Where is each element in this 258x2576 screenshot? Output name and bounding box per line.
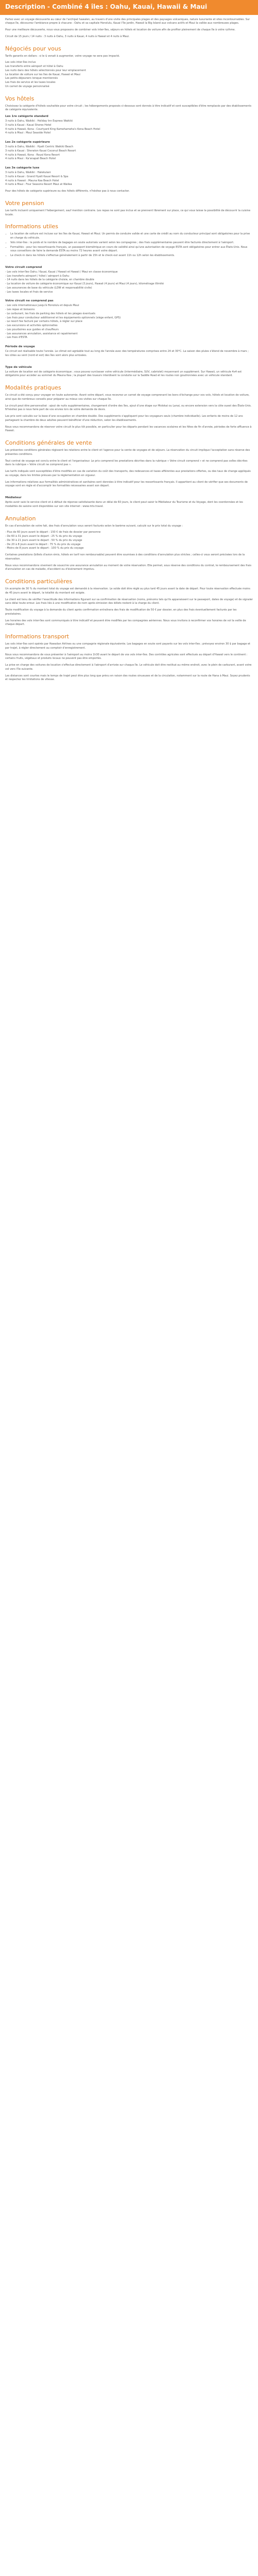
paragraph: Le client est tenu de vérifier l'exactitude des informations figurant sur sa confirmation de réservation (noms, prénoms tels qu'ils apparaissent sur le passeport, dates de voyage) et de signaler sans délai toute erreur. Les frais liés à une modification de nom après émission des billets restent à la charge du client. [5, 598, 253, 605]
text-line: Les transferts entre aéroport et hôtel à Oahu [5, 65, 63, 69]
section-heading: Conditions générales de vente [5, 439, 92, 447]
text-line: - De 30 à 21 jours avant le départ : 50 % du prix du voyage [5, 538, 83, 542]
paragraph: Ce circuit a été conçu pour voyager en toute autonomie. Avant votre départ, vous recevrez un carnet de voyage comprenant les bons d'échange pour vos vols, hôtels et location de voiture, ainsi que de nombreux conseils pour préparer au mieux vos visites sur chaque île. [5, 394, 250, 401]
text-line: 3 nuits à Oahu, Waikiki : Holiday Inn Express Waikiki [5, 120, 73, 123]
subheading: Médiateur [5, 496, 22, 500]
section-heading: Conditions particulières [5, 578, 73, 585]
list-item: • Vols inter-îles : le poids et le nombre de bagages en soute autorisés varient selon les compagnies ; des frais supplémentaires peuvent être facturés directement à l'aéroport. [10, 241, 253, 245]
text-line: 3 nuits à Kauai : Kauai Shores Hotel [5, 123, 52, 127]
text-line: 4 nuits à Maui : Four Seasons Resort Maui at Wailea [5, 183, 72, 187]
text-line: 3 nuits à Kauai : Grand Hyatt Kauai Resort & Spa [5, 175, 69, 178]
text-line: Les frais de service et les taxes locales [5, 81, 56, 84]
paragraph: Tarifs garantis en dollars : si le $ venait à augmenter, votre voyage ne sera pas impacté. [5, 54, 120, 58]
spacer [5, 161, 253, 164]
text-line: - Les assurances de base du véhicule (LDW et responsabilité civile) [5, 286, 92, 290]
list-item: • Formalités : pour les ressortissants français, un passeport biométrique en cours de validité ainsi qu'une autorisation de voyage ESTA sont obligatoires pour entrer aux États-Unis. Nous vous conseillons de faire la demande ESTA au moins 72 heures avant votre départ. [10, 246, 253, 254]
subheading: Votre circuit comprend [5, 265, 42, 269]
section [5, 578, 253, 627]
paragraph: Les distances sont courtes mais le temps de trajet peut être plus long que prévu en raison des routes sinueuses et de la circulation, notamment sur la route de Hana à Maui. Soyez prudents et respectez les limitations de vitesse. [5, 674, 250, 682]
paragraph: Les vols inter-îles sont opérés par Hawaiian Airlines ou une compagnie régionale équivalente. Les bagages en soute sont payants sur les vols inter-îles ; prévoyez environ 30 $ par bagage et par trajet, à régler directement au comptoir d'enregistrement. [5, 642, 251, 650]
text-line: - Les assurances annulation, assistance et rapatriement [5, 332, 78, 335]
text-line: - La location de voiture de catégorie économique sur Kauai (3 jours), Hawaii (4 jours) et Maui (4 jours), kilométrage illimité [5, 282, 164, 286]
text-line: 3 nuits à Kauai : Sheraton Kauai Coconut Beach Resort [5, 149, 76, 152]
page-header [0, 0, 258, 15]
paragraph: Nous vous recommandons vivement de souscrire une assurance annulation au moment de votre réservation. Elle permet, sous réserve des conditions du contrat, le remboursement des frais d'annulation en cas de maladie, d'accident ou d'événement imprévu. [5, 564, 252, 571]
paragraph: Un acompte de 30 % du montant total du voyage est demandé à la réservation. Le solde doit être réglé au plus tard 45 jours avant la date de départ. Pour toute réservation effectuée moins de 45 jours avant le départ, la totalité du montant est exigée. [5, 587, 251, 595]
section-heading: Annulation [5, 515, 36, 522]
paragraph: Circuit de 15 jours / 14 nuits : 3 nuits à Oahu, 3 nuits à Kauai, 4 nuits à Hawaii et 4 nuits à Maui. [5, 35, 130, 38]
paragraph: Tout contrat de voyage est conclu entre le client et l'organisateur. Le prix comprend les prestations décrites dans la rubrique « Votre circuit comprend » et ne comprend pas celles décrites dans la rubrique « Votre circuit ne comprend pas ». [5, 459, 248, 467]
section [5, 200, 253, 217]
section [5, 439, 253, 509]
paragraph: Choisissez la catégorie d'hôtels souhaitée pour votre circuit ; les hébergements proposés ci-dessous sont donnés à titre indicatif et sont susceptibles d'être remplacés par des établissements de catégorie équivalente. [5, 104, 252, 112]
section-heading: Votre pension [5, 199, 44, 207]
paragraph: Le circuit peut être personnalisé : ajout de nuits supplémentaires, changement d'ordre des îles, ajout d'une étape sur Molokai ou Lanai, ou encore extension vers la côte ouest des États-Unis. N'hésitez pas à nous faire part de vos envies lors de votre demande de devis. [5, 404, 252, 412]
list-item: • Le check-in dans les hôtels s'effectue généralement à partir de 15h et le check-out avant 11h ou 12h selon les établissements. [10, 254, 253, 258]
paragraph: Les présentes conditions générales régissent les relations entre le client et l'agence pour la vente de voyages et de séjours. La réservation du circuit implique l'acceptation sans réserve des présentes conditions. [5, 449, 250, 456]
text-line: - Moins de 8 jours avant le départ : 100 % du prix du voyage [5, 547, 84, 550]
paragraph: Nous vous recommandons de réserver votre circuit le plus tôt possible, en particulier pour les départs pendant les vacances scolaires et les fêtes de fin d'année, périodes de forte affluence à Hawaii. [5, 425, 252, 433]
page-title: Description - Combiné 4 îles : Oahu, Kauai, Hawaii & Maui [5, 3, 207, 10]
text-line: - Le resort fee facturé par certains hôtels, à régler sur place [5, 320, 83, 324]
text-line: 3 nuits à Oahu, Waikiki : Hyatt Centric Waikiki Beach [5, 145, 73, 149]
section [5, 633, 253, 682]
paragraph: Les informations relatives aux formalités administratives et sanitaires sont données à titre indicatif pour les ressortissants français. Il appartient au client de vérifier que ses documents de voyage sont en règle et d'accomplir les formalités nécessaires avant son départ. [5, 480, 248, 488]
paragraph: Partez avec un voyage découverte au cœur de l'archipel hawaïen, au travers d'une visite des principales plages et des paysages volcaniques, nature luxuriante et sites incontournables. Sur chaque île, découvrez l'ambiance propre à chacune : Oahu et sa capitale Honolulu, Kauai l'île jardin, Hawaii la Big Island aux volcans actifs et Maui la vallée aux nombreuses plages. [5, 18, 250, 25]
text-line: Les petits-déjeuners lorsque mentionnés [5, 77, 58, 80]
text-line: 4 nuits à Hawaii, Kona : Courtyard King Kamehameha's Kona Beach Hotel [5, 127, 100, 131]
spacer [5, 340, 253, 343]
text-line: - De 20 à 8 jours avant le départ : 75 % du prix du voyage [5, 543, 80, 546]
paragraph: Les horaires des vols inter-îles sont communiqués à titre indicatif et peuvent être modifiés par les compagnies aériennes. Nous vous invitons à reconfirmer vos horaires de vol la veille de chaque départ. [5, 619, 246, 626]
text-line: - Les frais d'ESTA [5, 336, 27, 340]
text-line: - Les repas et boissons [5, 308, 35, 312]
subheading: Les 2e catégorie supérieure [5, 141, 50, 144]
subheading: Type de véhicule [5, 365, 32, 369]
spacer [5, 361, 253, 363]
paragraph: Les tarifs incluent uniquement l'hébergement, sauf mention contraire. Les repas ne sont pas inclus et se prennent librement sur place, ce qui vous laisse la possibilité de découvrir la cuisine locale. [5, 209, 251, 216]
text-line: 4 nuits à Hawaii : Mauna Kea Beach Hotel [5, 179, 59, 182]
paragraph: Pour une meilleure découverte, nous vous proposons de combiner vols inter-îles, séjours en hôtels et location de voiture afin de profiter pleinement de chaque île à votre rythme. [5, 28, 236, 32]
text-line: - Les vols inter-îles Oahu / Kauai, Kauai / Hawaii et Hawaii / Maui en classe économique [5, 270, 118, 274]
paragraph: La voiture de location est de catégorie économique ; vous pouvez surclasser votre véhicule (intermédiaire, SUV, cabriolet) moyennant un supplément. Sur Hawaii, un véhicule 4x4 est obligatoire pour accéder au sommet du Mauna Kea ; la plupart des loueurs interdisent la conduite sur la Saddle Road et les routes non goudronnées avec un véhicule standard. [5, 370, 242, 378]
bullet-list [5, 232, 253, 258]
text-line: Un carnet de voyage personnalisé [5, 84, 50, 88]
spacer [5, 261, 253, 263]
list-item: • La location de voiture est incluse sur les îles de Kauai, Hawaii et Maui. Un permis de conduire valide et une carte de crédit au nom du conducteur principal sont obligatoires pour la prise en charge du véhicule. [10, 232, 253, 241]
paragraph: Après avoir saisi le service client et à défaut de réponse satisfaisante dans un délai de 60 jours, le client peut saisir le Médiateur du Tourisme et du Voyage, dont les coordonnées et les modalités de saisine sont disponibles sur son site internet : www.mtv.travel. [5, 501, 243, 508]
section [5, 223, 253, 378]
section [5, 18, 253, 39]
paragraph: En cas d'annulation de votre fait, des frais d'annulation vous seront facturés selon le barème suivant, calculé sur le prix total du voyage : [5, 524, 183, 528]
paragraph: Pour des hôtels de catégorie supérieure ou des hôtels différents, n'hésitez pas à nous contacter. [5, 190, 130, 193]
subheading: Période de voyage [5, 345, 35, 349]
paragraph: Les tarifs indiqués sont susceptibles d'être modifiés en cas de variation du coût des transports, des redevances et taxes afférentes aux prestations offertes, ou des taux de change appliqués au voyage, dans les limites prévues par la réglementation en vigueur. [5, 470, 251, 477]
paragraph: Les prix sont calculés sur la base d'une occupation en chambre double. Des suppléments s'appliquent pour les voyageurs seuls (chambre individuelle). Les enfants de moins de 12 ans partageant la chambre de deux adultes peuvent bénéficier d'une réduction, selon les établissements. [5, 415, 243, 422]
text-line: 3 nuits à Oahu, Waikiki : Halekulani [5, 171, 51, 175]
text-line: - 14 nuits dans les hôtels de la catégorie choisie, en chambre double [5, 278, 94, 282]
section-heading: Modalités pratiques [5, 384, 61, 392]
spacer [5, 135, 253, 138]
section [5, 384, 253, 433]
paragraph: Toute modification du voyage à la demande du client après confirmation entraînera des frais de modification de 50 € par dossier, en plus des frais éventuellement facturés par les prestataires. [5, 608, 237, 616]
text-line: Les nuits dans des hôtels sélectionnés pour leur emplacement [5, 69, 86, 72]
subheading: Les 1re catégorie standard [5, 115, 49, 118]
paragraph: Nous vous recommandons de vous présenter à l'aéroport au moins 1h30 avant le départ de vos vols inter-îles. Des contrôles agricoles sont effectués au départ d'Hawaii vers le continent : certains fruits, végétaux et produits locaux ne peuvent pas être emportés. [5, 653, 248, 660]
text-line: 4 nuits à Hawaii, Kona : Royal Kona Resort [5, 153, 60, 157]
paragraph: La prise en charge des voitures de location s'effectue directement à l'aéroport d'arrivée sur chaque île. Le véhicule doit être restitué au même endroit, avec le plein de carburant, avant votre vol vers l'île suivante. [5, 664, 252, 671]
text-line: 4 nuits à Maui : Ka'anapali Beach Hotel [5, 157, 56, 161]
main-content [0, 15, 258, 690]
spacer [5, 294, 253, 297]
subheading: Votre circuit ne comprend pas [5, 299, 54, 303]
text-line: 4 nuits à Maui : Maui Seaside Hotel [5, 131, 51, 135]
spacer [5, 491, 253, 494]
section [5, 45, 253, 89]
subheading: Les 3e catégorie luxe [5, 166, 40, 170]
text-line: - Les frais pour conducteur additionnel et les équipements optionnels (siège enfant, GPS) [5, 316, 121, 319]
text-line: - Les vols internationaux jusqu'à Honolulu et depuis Maui [5, 304, 79, 308]
text-line: Les vols inter-îles inclus [5, 61, 36, 64]
text-line: - Les taxes locales et frais de service [5, 290, 53, 294]
text-line: - Plus de 60 jours avant le départ : 150 € de frais de dossier par personne [5, 531, 101, 534]
text-line: - Les pourboires aux guides et chauffeurs [5, 328, 59, 331]
section [5, 95, 253, 194]
text-line: - Les excursions et activités optionnelles [5, 324, 58, 328]
paragraph: Certaines prestations (billets d'avion émis, hôtels en tarif non remboursable) peuvent être soumises à des conditions d'annulation plus strictes ; celles-ci vous seront précisées lors de la réservation. [5, 553, 245, 561]
section-heading: Vos hôtels [5, 95, 35, 102]
text-line: - Le carburant, les frais de parking des hôtels et les péages éventuels [5, 312, 95, 315]
text-line: - De 60 à 31 jours avant le départ : 25 % du prix du voyage [5, 535, 83, 538]
paragraph: Ce circuit est réalisable toute l'année. Le climat est agréable tout au long de l'année avec des températures comprises entre 24 et 30°C. La saison des pluies s'étend de novembre à mars ; les côtes au vent (nord et est) des îles sont alors plus arrosées. [5, 350, 249, 357]
section-heading: Informations utiles [5, 223, 58, 230]
section-heading: Informations transport [5, 633, 69, 640]
text-line: - Les transferts aéroport / hôtel / aéroport à Oahu [5, 274, 70, 278]
section [5, 515, 253, 572]
section-heading: Négociés pour vous [5, 45, 61, 52]
text-line: La location de voiture sur les îles de Kauai, Hawaii et Maui [5, 73, 80, 76]
